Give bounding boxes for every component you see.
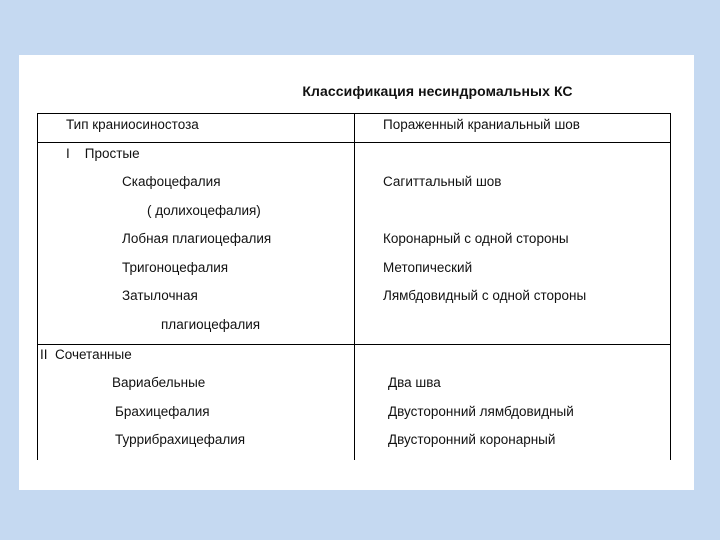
table-row-suture: Сагиттальный шов bbox=[383, 174, 502, 189]
slide bbox=[19, 55, 694, 490]
table-row-type: Вариабельные bbox=[112, 375, 206, 390]
column-divider bbox=[354, 113, 355, 460]
table-row-type: ( долихоцефалия) bbox=[147, 203, 261, 218]
table-row-type: Скафоцефалия bbox=[122, 174, 221, 189]
table-row-type: Затылочная bbox=[122, 288, 198, 303]
header-type: Тип краниосиностоза bbox=[66, 117, 199, 132]
slide-title: Классификация несиндромальных КС bbox=[302, 83, 573, 99]
group-label-simple: I Простые bbox=[66, 146, 140, 161]
table-row-suture: Двусторонний коронарный bbox=[388, 432, 556, 447]
table-row-type: Туррибрахицефалия bbox=[115, 432, 246, 447]
table-row-suture: Коронарный с одной стороны bbox=[383, 231, 569, 246]
table-row-suture: Лямбдовидный с одной стороны bbox=[383, 288, 587, 303]
table-row-suture: Двусторонний лямбдовидный bbox=[388, 404, 574, 419]
table-row-suture: Два шва bbox=[388, 375, 441, 390]
table-row-type: Брахицефалия bbox=[115, 404, 210, 419]
table-row-suture: Метопический bbox=[383, 260, 473, 275]
table-row-type: плагиоцефалия bbox=[161, 317, 261, 332]
table-row-type: Лобная плагиоцефалия bbox=[122, 231, 272, 246]
table-row-type: Тригоноцефалия bbox=[122, 260, 229, 275]
table-right-border bbox=[670, 113, 671, 460]
header-suture: Пораженный краниальный шов bbox=[383, 117, 580, 132]
group-label-combined: II Сочетанные bbox=[40, 347, 132, 362]
table-left-border bbox=[37, 113, 38, 460]
